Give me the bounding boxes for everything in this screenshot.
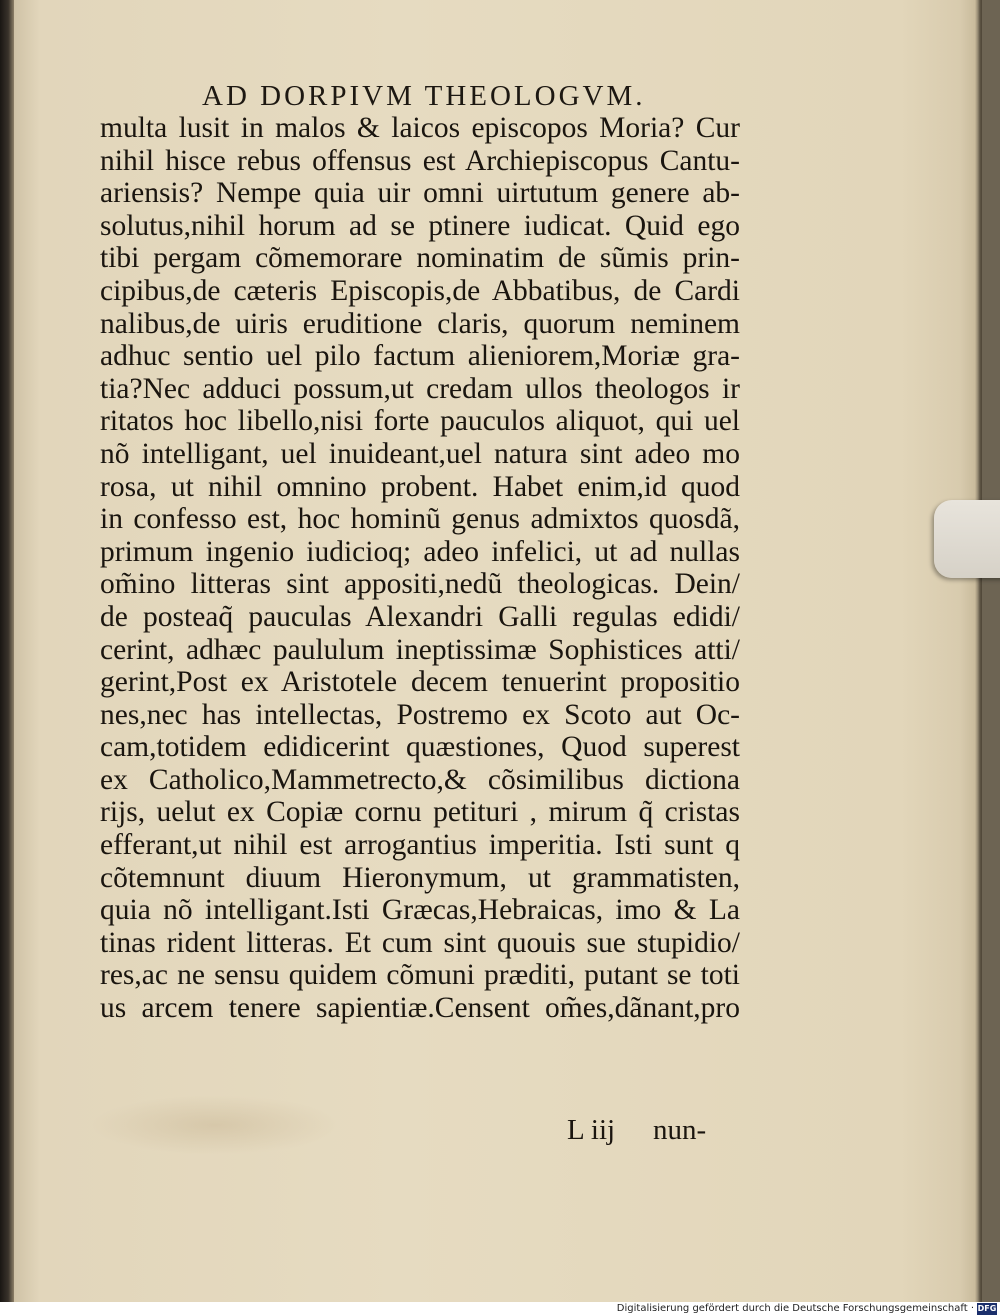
- footer-bar: [0, 1302, 1000, 1316]
- text-block: [100, 112, 740, 1025]
- text-line: in confesso est, hoc hominũ genus admixtos quosdã,: [100, 503, 740, 536]
- running-head: AD DORPIVM THEOLOGVM.: [202, 80, 646, 112]
- text-line: nihil hisce rebus offensus est Archiepiscopus Cantu-: [100, 144, 740, 177]
- text-line: nalibus,de uiris eruditione claris, quorum neminem: [100, 307, 740, 340]
- text-line: tia?Nec adduci possum,ut credam ullos theologos ir: [100, 372, 740, 405]
- catchword: nun-: [653, 1114, 707, 1146]
- text-line: cerint, adhæc paululum ineptissimæ Sophistices atti/: [100, 633, 740, 666]
- text-line: ariensis? Nempe quia uir omni uirtutum genere ab-: [100, 177, 740, 210]
- text-line: cipibus,de cæteris Episcopis,de Abbatibus, de Cardi: [100, 274, 740, 307]
- digitization-credit: Digitalisierung gefördert durch die Deutsche Forschungsgemeinschaft ·: [616, 1303, 974, 1314]
- page-edge-shadow: [978, 0, 982, 1302]
- book-binding: [0, 0, 14, 1302]
- text-line: rijs, uelut ex Copiæ cornu petituri , mirum q̃ cristas: [100, 796, 740, 829]
- paper-stain: [90, 1095, 340, 1155]
- text-line: ritatos hoc libello,nisi forte pauculos aliquot, qui uel: [100, 405, 740, 438]
- text-line: cõtemnunt diuum Hieronymum, ut grammatisten,: [100, 861, 740, 894]
- dfg-logo-icon: DFG: [977, 1304, 997, 1313]
- text-line: us arcem tenere sapientiæ.Censent om̃es,dãnant,pro: [100, 992, 740, 1025]
- text-line: om̃ino litteras sint appositi,nedũ theologicas. Dein/: [100, 568, 740, 601]
- text-line: tibi pergam cõmemorare nominatim de sũmis prin-: [100, 242, 740, 275]
- text-line: ex Catholico,Mammetrecto,& cõsimilibus dictiona: [100, 763, 740, 796]
- bookmark-tab: [934, 500, 1000, 578]
- text-line: multa lusit in malos & laicos episcopos Moria? Cur: [100, 112, 740, 144]
- text-line: cam,totidem edidicerint quæstiones, Quod superest: [100, 731, 740, 764]
- text-line: quia nõ intelligant.Isti Græcas,Hebraicas, imo & La: [100, 894, 740, 927]
- text-line: res,ac ne sensu quidem cõmuni præditi, putant se toti: [100, 959, 740, 992]
- signature-mark: L iij: [567, 1114, 616, 1146]
- text-line: rosa, ut nihil omnino probent. Habet enim,id quod: [100, 470, 740, 503]
- text-line: nes,nec has intellectas, Postremo ex Scoto aut Oc-: [100, 698, 740, 731]
- text-line: efferant,ut nihil est arrogantius imperitia. Isti sunt q: [100, 829, 740, 862]
- text-line: solutus,nihil horum ad se ptinere iudicat. Quid ego: [100, 209, 740, 242]
- text-line: tinas rident litteras. Et cum sint quouis sue stupidio/: [100, 926, 740, 959]
- text-line: nõ intelligant, uel inuideant,uel natura sint adeo mo: [100, 437, 740, 470]
- text-line: primum ingenio iudicioq; adeo infelici, ut ad nullas: [100, 535, 740, 568]
- text-line: gerint,Post ex Aristotele decem tenuerint propositio: [100, 666, 740, 699]
- text-line: adhuc sentio uel pilo factum alieniorem,Moriæ gra-: [100, 340, 740, 373]
- text-line: de posteaq̃ pauculas Alexandri Galli regulas edidi/: [100, 600, 740, 633]
